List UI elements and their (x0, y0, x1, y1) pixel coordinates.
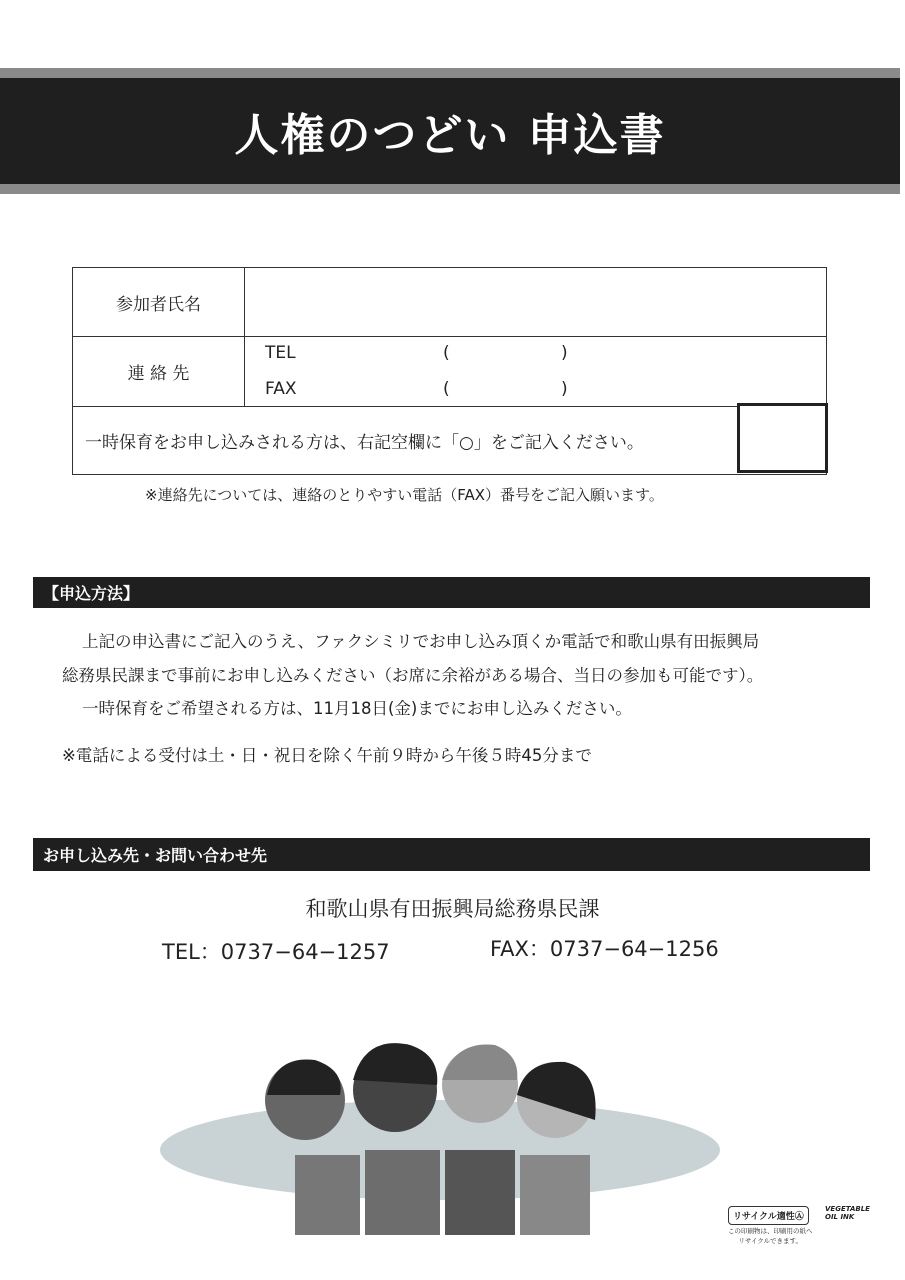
contact-heading: お申し込み先・お問い合わせ先 (43, 846, 268, 865)
tel-paren-open: ( (443, 343, 450, 363)
fax-paren-close: ) (561, 379, 568, 399)
tel-paren-close: ) (561, 343, 568, 363)
page-title: 人権のつどい 申込書 (234, 110, 666, 161)
childcare-row (73, 407, 826, 474)
method-heading: 【申込方法】 (43, 584, 140, 603)
fax-paren-open: ( (443, 379, 450, 399)
contact-input-area (245, 337, 826, 406)
contact-row (73, 337, 826, 407)
fax-label: FAX (265, 379, 297, 399)
contact-note: ※連絡先については、連絡のとりやすい電話（FAX）番号をご記入願います。 (145, 486, 664, 504)
vegetable-oil-ink-mark (825, 1205, 870, 1221)
people-illustration (155, 1040, 725, 1235)
veg-ink-line-1: VEGETABLE (825, 1205, 870, 1213)
recycle-label: リサイクル適性Ⓐ (728, 1206, 809, 1225)
tel-label: TEL (265, 343, 296, 363)
method-line-4: ※電話による受付は土・日・祝日を除く午前９時から午後５時45分まで (62, 746, 592, 765)
name-row (73, 268, 826, 337)
name-label: 参加者氏名 (73, 268, 245, 336)
contact-fax: FAX：0737−64−1256 (490, 937, 719, 961)
method-heading-bar (33, 577, 870, 608)
recycle-note-1: この印刷物は、印刷用の紙へ (728, 1227, 813, 1235)
title-banner (0, 78, 900, 184)
contact-label: 連 絡 先 (73, 337, 245, 406)
veg-ink-line-2: OIL INK (825, 1213, 855, 1221)
method-line-1: 上記の申込書にご記入のうえ、ファクシミリでお申し込み頂くか電話で和歌山県有田振興局 (82, 632, 760, 651)
method-line-2: 総務県民課まで事前にお申し込みください（お席に余裕がある場合、当日の参加も可能です）。 (62, 666, 764, 685)
contact-heading-bar (33, 838, 870, 871)
contact-org: 和歌山県有田振興局総務県民課 (305, 897, 600, 921)
childcare-checkbox[interactable] (737, 403, 828, 473)
recycle-note-2: リサイクルできます。 (738, 1237, 803, 1245)
recycle-mark (728, 1204, 813, 1245)
contact-tel: TEL：0737−64−1257 (162, 940, 390, 964)
childcare-text: 一時保育をお申し込みされる方は、右記空欄に「○」をご記入ください。 (85, 433, 644, 453)
application-form-table (72, 267, 827, 475)
method-line-3: 一時保育をご希望される方は、11月18日(金)までにお申し込みください。 (82, 699, 632, 718)
name-input[interactable] (245, 268, 826, 336)
